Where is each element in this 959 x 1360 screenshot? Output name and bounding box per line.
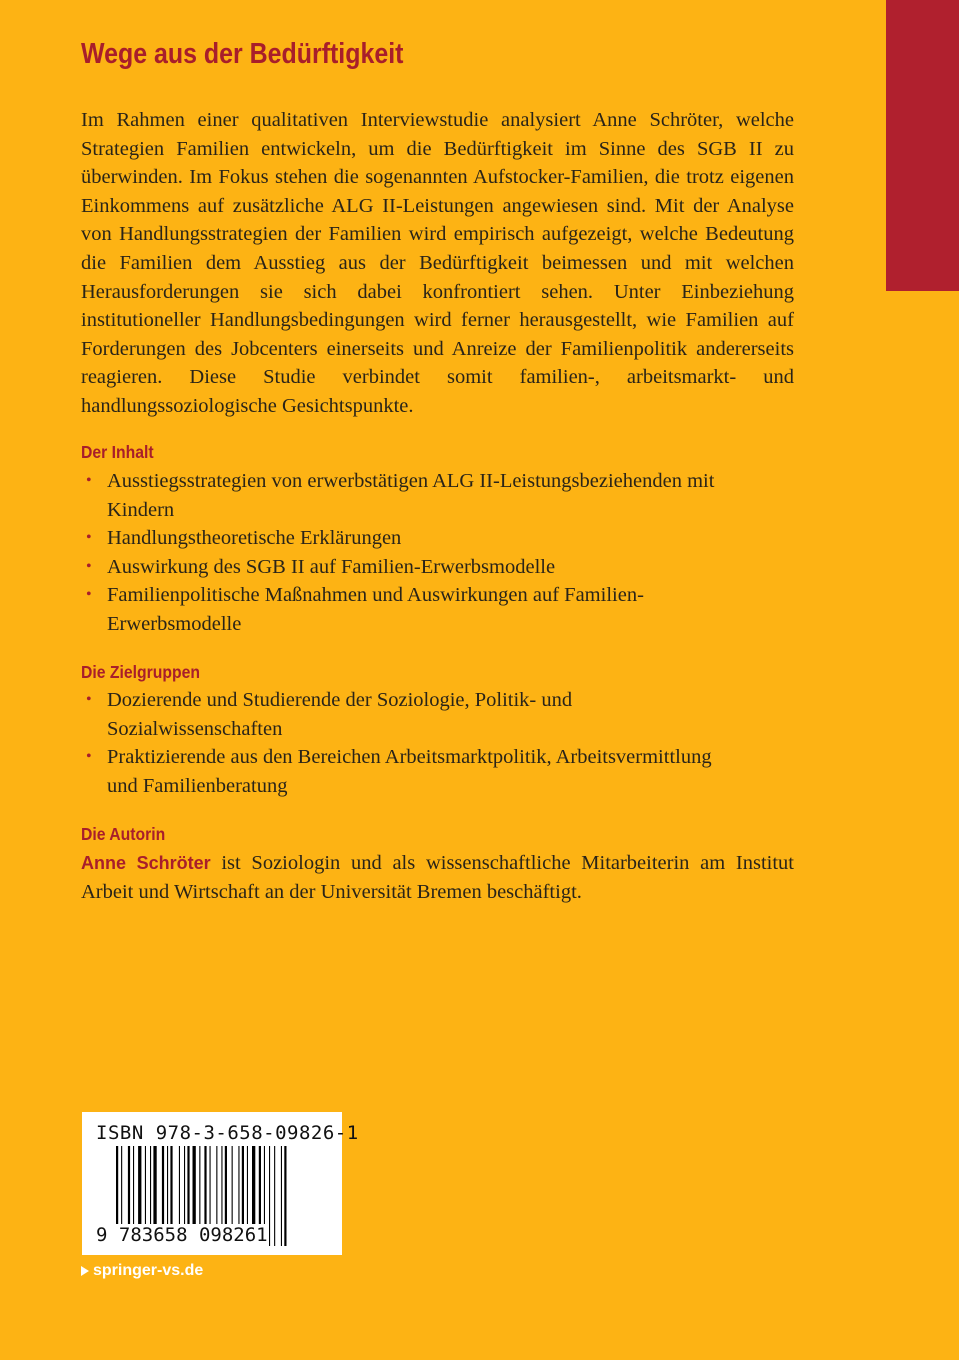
zielgruppen-list	[81, 686, 721, 800]
list-item: • Ausstiegsstrategien von erwerbstätigen ALG II-Leistungsbeziehenden mit Kindern	[81, 467, 721, 524]
list-item: • Handlungstheoretische Erklärungen	[81, 524, 721, 553]
bullet-icon: •	[86, 586, 92, 604]
bullet-icon: •	[86, 557, 92, 575]
list-item: • Familienpolitische Maßnahmen und Auswirkungen auf Familien-Erwerbsmodelle	[81, 581, 721, 638]
author-bio	[81, 849, 794, 906]
arrow-right-icon	[81, 1266, 89, 1276]
bullet-icon: •	[86, 529, 92, 547]
book-title: Wege aus der Bedürftigkeit	[81, 38, 404, 70]
bullet-icon: •	[86, 691, 92, 708]
red-cover-tab	[886, 0, 959, 291]
zielgruppen-heading: Die Zielgruppen	[81, 662, 201, 682]
list-item: • Praktizierende aus den Bereichen Arbeitsmarktpolitik, Arbeitsvermittlung und Familienberatung	[81, 743, 721, 800]
publisher-url: springer-vs.de	[93, 1262, 204, 1279]
barcode-digits: 9 783658 098261	[96, 1224, 268, 1246]
intro-text: Im Rahmen einer qualitativen Interviewstudie analysiert Anne Schröter, welche Strategien Familien entwickeln, um die Bedürftigkeit im Sinne des SGB II zu überwinden. Im Fokus stehen die sogenannten Aufstocker-Familien, die trotz eigenen Einkommens auf zusätzliche ALG II-Leistungen angewiesen sind. Mit der Analyse von Handlungsstrategien der Familien wird empirisch aufgezeigt, welche Bedeutung die Familien dem Ausstieg aus der Bedürftigkeit beimessen und mit welchen Herausforderungen sie sich dabei konfrontiert sehen. Unter Einbeziehung institutioneller Handlungsbedingungen wird ferner herausgestellt, wie Familien auf Forderungen des Jobcenters einerseits und Anreize der Familienpolitik andererseits reagieren. Diese Studie verbindet somit familien-, arbeitsmarkt- und handlungssoziologische Gesichtspunkte.	[81, 109, 794, 417]
list-item: • Auswirkung des SGB II auf Familien-Erwerbsmodelle	[81, 553, 721, 582]
author-text: ist Soziologin und als wissenschaftliche Mitarbeiterin am Institut Arbeit und Wirtschaft an der Universität Bremen beschäftigt.	[81, 852, 794, 903]
author-name: Anne Schröter	[81, 853, 211, 873]
autorin-heading: Die Autorin	[81, 824, 166, 844]
bullet-icon: •	[86, 472, 92, 489]
bullet-icon: •	[86, 748, 92, 766]
list-item: • Dozierende und Studierende der Soziologie, Politik- und Sozialwissenschaften	[81, 686, 721, 743]
inhalt-list	[81, 467, 721, 639]
inhalt-heading: Der Inhalt	[81, 442, 154, 462]
intro-paragraph	[81, 106, 794, 421]
publisher-link[interactable]	[81, 1262, 203, 1280]
isbn-label: ISBN 978-3-658-09826-1	[96, 1122, 359, 1144]
